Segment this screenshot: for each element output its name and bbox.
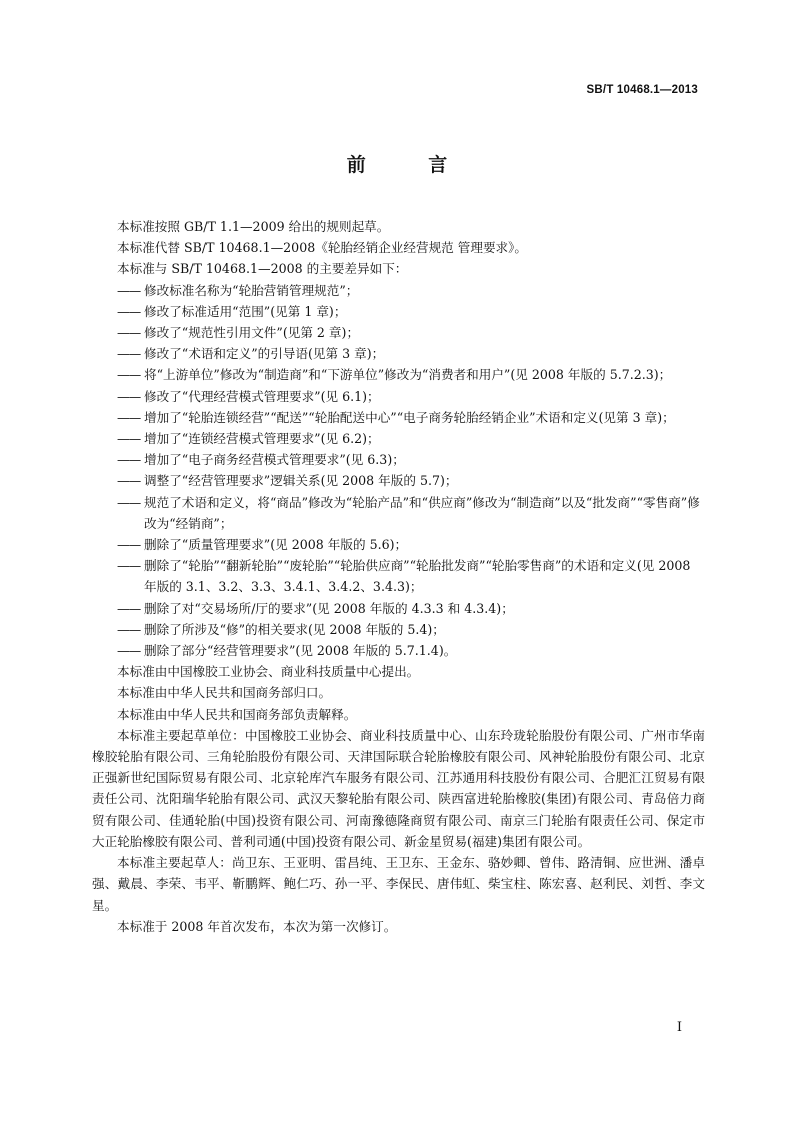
change-item: —— 增加了“电子商务经营模式管理要求”(见 6.3)； bbox=[117, 452, 405, 468]
drafters: 本标准主要起草人：尚卫东、王亚明、雷昌纯、王卫东、王金东、骆妙卿、曾伟、路清铜、应世洲、潘卓强、戴晨、李荣、韦平、靳鹏辉、鲍仁巧、孙一平、李保民、唐伟虹、柴宝柱、陈宏喜、赵利民、刘哲、李文星。 bbox=[92, 855, 705, 913]
change-item: —— 将“上游单位”修改为“制造商”和“下游单位”修改为“消费者和用户”(见 2008 年版的 5.7.2.3)； bbox=[117, 367, 672, 383]
change-item: —— 删除了“质量管理要求”(见 2008 年版的 5.6)； bbox=[117, 537, 408, 553]
change-item: —— 规范了术语和定义，将“商品”修改为“轮胎产品”和“供应商”修改为“制造商”以及“批发商”“零售商”修改为“经销商”； bbox=[117, 494, 700, 531]
change-item: —— 删除了对“交易场所/厅的要求”(见 2008 年版的 4.3.3 和 4.3.4)； bbox=[117, 600, 514, 616]
change-item: —— 修改标准名称为“轮胎营销管理规范”； bbox=[117, 282, 359, 298]
intro-line: 本标准按照 GB/T 1.1—2009 给出的规则起草。 bbox=[117, 219, 390, 234]
change-item: —— 修改了“术语和定义”的引导语(见第 3 章)； bbox=[117, 346, 385, 362]
change-item: —— 增加了“连锁经营模式管理要求”(见 6.2)； bbox=[117, 431, 380, 447]
change-item: —— 调整了“经营管理要求”逻辑关系(见 2008 年版的 5.7)； bbox=[117, 473, 458, 489]
interpretation-line: 本标准由中华人民共和国商务部负责解释。 bbox=[117, 706, 357, 722]
page-number: I bbox=[676, 1020, 682, 1035]
drafting-units: 本标准主要起草单位：中国橡胶工业协会、商业科技质量中心、山东玲珑轮胎股份有限公司、广州市华南橡胶轮胎有限公司、三角轮胎股份有限公司、天津国际联合轮胎橡胶有限公司、风神轮胎股份有限公司、北京正强新世纪国际贸易有限公司、北京轮库汽车服务有限公司、江苏通用科技股份有限公司、合肥汇江贸易有限责任公司、沈阳瑞华轮胎有限公司、武汉天黎轮胎有限公司、陕西富进轮胎橡胶(集团)有限公司、青岛倍力商贸有限公司、佳通轮胎(中国)投资有限公司、河南豫德隆商贸有限公司、南京三门轮胎有限责任公司、保定市大正轮胎橡胶有限公司、普利司通(中国)投资有限公司、新金星贸易(福建)集团有限公司。 bbox=[92, 727, 705, 849]
change-item: —— 修改了“规范性引用文件”(见第 2 章)； bbox=[117, 325, 360, 341]
change-item: —— 删除了“轮胎”“翻新轮胎”“废轮胎”“轮胎供应商”“轮胎批发商”“轮胎零售商”的术语和定义(见 2008 年版的 3.1、3.2、3.3、3.4.1、3.4.2、3.4.3)； bbox=[117, 558, 691, 595]
change-item: —— 删除了部分“经营管理要求”(见 2008 年版的 5.7.1.4)。 bbox=[117, 643, 457, 659]
change-item: —— 删除了所涉及“修”的相关要求(见 2008 年版的 5.4)； bbox=[117, 621, 445, 637]
foreword-body bbox=[92, 216, 705, 937]
history-line: 本标准于 2008 年首次发布，本次为第一次修订。 bbox=[117, 918, 397, 934]
change-item: —— 增加了“轮胎连锁经营”“配送”“轮胎配送中心”“电子商务轮胎经销企业”术语和定义(见第 3 章)； bbox=[117, 409, 675, 425]
change-item: —— 修改了标准适用“范围”(见第 1 章)； bbox=[117, 303, 347, 319]
centralized-line: 本标准由中华人民共和国商务部归口。 bbox=[117, 685, 332, 701]
change-item: —— 修改了“代理经营模式管理要求”(见 6.1)； bbox=[117, 388, 380, 404]
intro-line: 本标准代替 SB/T 10468.1—2008《轮胎经销企业经营规范 管理要求》。 bbox=[117, 240, 528, 256]
page-title: 前 言 bbox=[346, 154, 476, 176]
intro-line: 本标准与 SB/T 10468.1—2008 的主要差异如下： bbox=[117, 261, 408, 277]
proposer-line: 本标准由中国橡胶工业协会、商业科技质量中心提出。 bbox=[117, 664, 420, 680]
standard-code: SB/T 10468.1—2013 bbox=[586, 84, 698, 96]
